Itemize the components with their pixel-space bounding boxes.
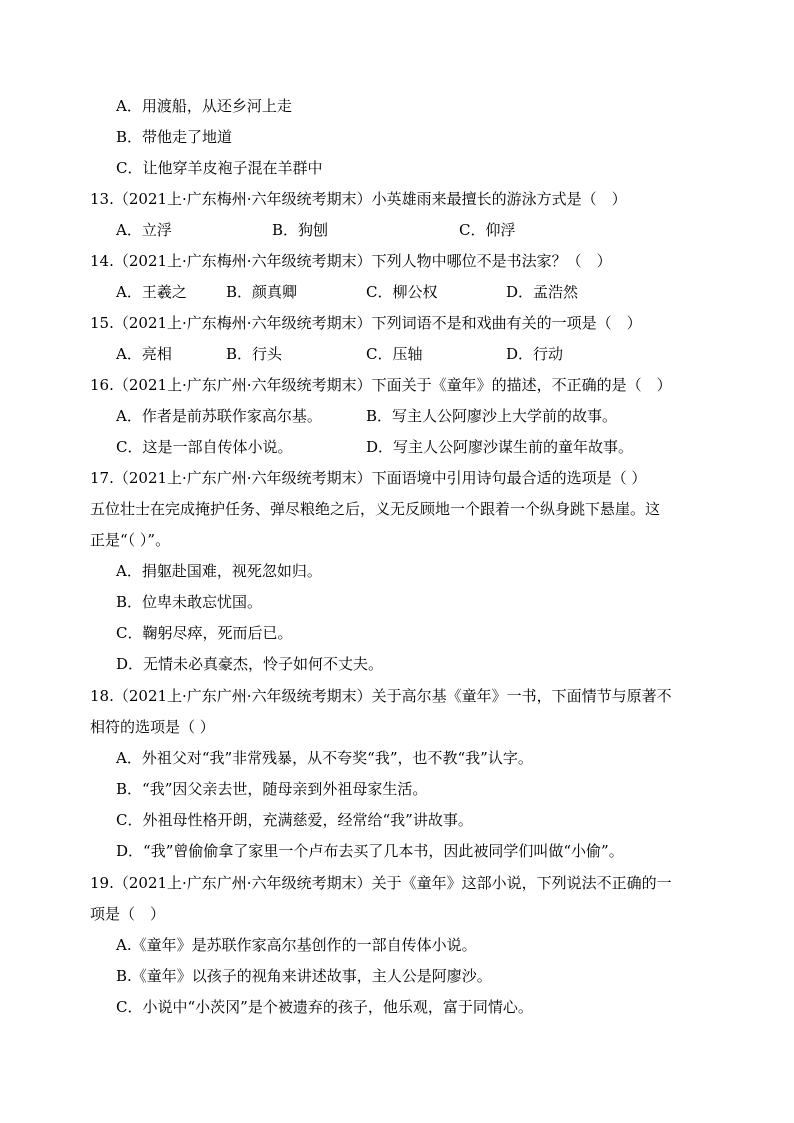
q18-option-a: A．外祖父对“我”非常残暴，从不夸奖“我”，也不教“我”认字。 bbox=[116, 749, 533, 767]
prev-option-a: A．用渡船，从还乡河上走 bbox=[116, 97, 292, 115]
question-13-stem: 13.（2021上·广东梅州·六年级统考期末）小英雄雨来最擅长的游泳方式是（ ） bbox=[90, 190, 627, 208]
q15-option-b: B．行头 bbox=[226, 345, 283, 363]
q19-option-c: C．小说中“小茨冈”是个被遗弃的孩子，他乐观，富于同情心。 bbox=[116, 998, 533, 1016]
question-19-stem-line2: 项是（ ） bbox=[90, 905, 166, 923]
q18-option-c: C．外祖母性格开朗，充满慈爱，经常给“我”讲故事。 bbox=[116, 811, 473, 829]
q17-option-b: B．位卑未敢忘忧国。 bbox=[116, 593, 263, 611]
q14-option-c: C．柳公权 bbox=[366, 283, 438, 301]
q13-option-a: A．立浮 bbox=[116, 221, 172, 239]
q13-option-b: B．狗刨 bbox=[272, 221, 329, 239]
q14-option-b: B．颜真卿 bbox=[226, 283, 298, 301]
q19-option-a: A.《童年》是苏联作家高尔基创作的一部自传体小说。 bbox=[116, 936, 477, 954]
q15-option-a: A．亮相 bbox=[116, 345, 172, 363]
question-15-stem: 15.（2021上·广东梅州·六年级统考期末）下列词语不是和戏曲有关的一项是（ ） bbox=[90, 314, 642, 332]
q18-option-d: D．“我”曾偷偷拿了家里一个卢布去买了几本书，因此被同学们叫做“小偷”。 bbox=[116, 842, 624, 860]
question-17-context-line1: 五位壮士在完成掩护任务、弹尽粮绝之后，义无反顾地一个跟着一个纵身跳下悬崖。这 bbox=[90, 500, 661, 518]
q16-option-a: A．作者是前苏联作家高尔基。 bbox=[116, 407, 322, 425]
question-14-stem: 14.（2021上·广东梅州·六年级统考期末）下列人物中哪位不是书法家？（ ） bbox=[90, 252, 612, 270]
q17-option-c: C．鞠躬尽瘁，死而后已。 bbox=[116, 624, 293, 642]
q16-option-b: B．写主人公阿廖沙上大学前的故事。 bbox=[366, 407, 618, 425]
q15-option-d: D．行动 bbox=[506, 345, 564, 363]
prev-option-b: B．带他走了地道 bbox=[116, 128, 233, 146]
q16-option-c: C．这是一部自传体小说。 bbox=[116, 438, 293, 456]
question-17-context-line2: 正是“（ ）”。 bbox=[90, 531, 171, 549]
q17-option-d: D．无情未必真豪杰，怜子如何不丈夫。 bbox=[116, 655, 384, 673]
q17-option-a: A．捐躯赴国难，视死忽如归。 bbox=[116, 562, 322, 580]
q14-option-a: A．王羲之 bbox=[116, 283, 187, 301]
q14-option-d: D．孟浩然 bbox=[506, 283, 579, 301]
q15-option-c: C．压轴 bbox=[366, 345, 423, 363]
question-17-stem: 17.（2021上·广东广州·六年级统考期末）下面语境中引用诗句最合适的选项是（ ） bbox=[90, 469, 647, 487]
question-16-stem: 16.（2021上·广东广州·六年级统考期末）下面关于《童年》的描述，不正确的是（ ） bbox=[90, 376, 672, 394]
question-18-stem-line2: 相符的选项是（ ） bbox=[90, 718, 215, 736]
question-18-stem-line1: 18.（2021上·广东广州·六年级统考期末）关于高尔基《童年》一书，下面情节与原著不 bbox=[90, 687, 672, 705]
question-19-stem-line1: 19.（2021上·广东广州·六年级统考期末）关于《童年》这部小说，下列说法不正确的一 bbox=[90, 874, 672, 892]
q19-option-b: B.《童年》以孩子的视角来讲述故事，主人公是阿廖沙。 bbox=[116, 967, 492, 985]
q13-option-c: C．仰浮 bbox=[459, 221, 516, 239]
prev-option-c: C．让他穿羊皮袍子混在羊群中 bbox=[116, 159, 323, 177]
q16-option-d: D．写主人公阿廖沙谋生前的童年故事。 bbox=[366, 438, 634, 456]
q18-option-b: B．“我”因父亲去世，随母亲到外祖母家生活。 bbox=[116, 780, 428, 798]
